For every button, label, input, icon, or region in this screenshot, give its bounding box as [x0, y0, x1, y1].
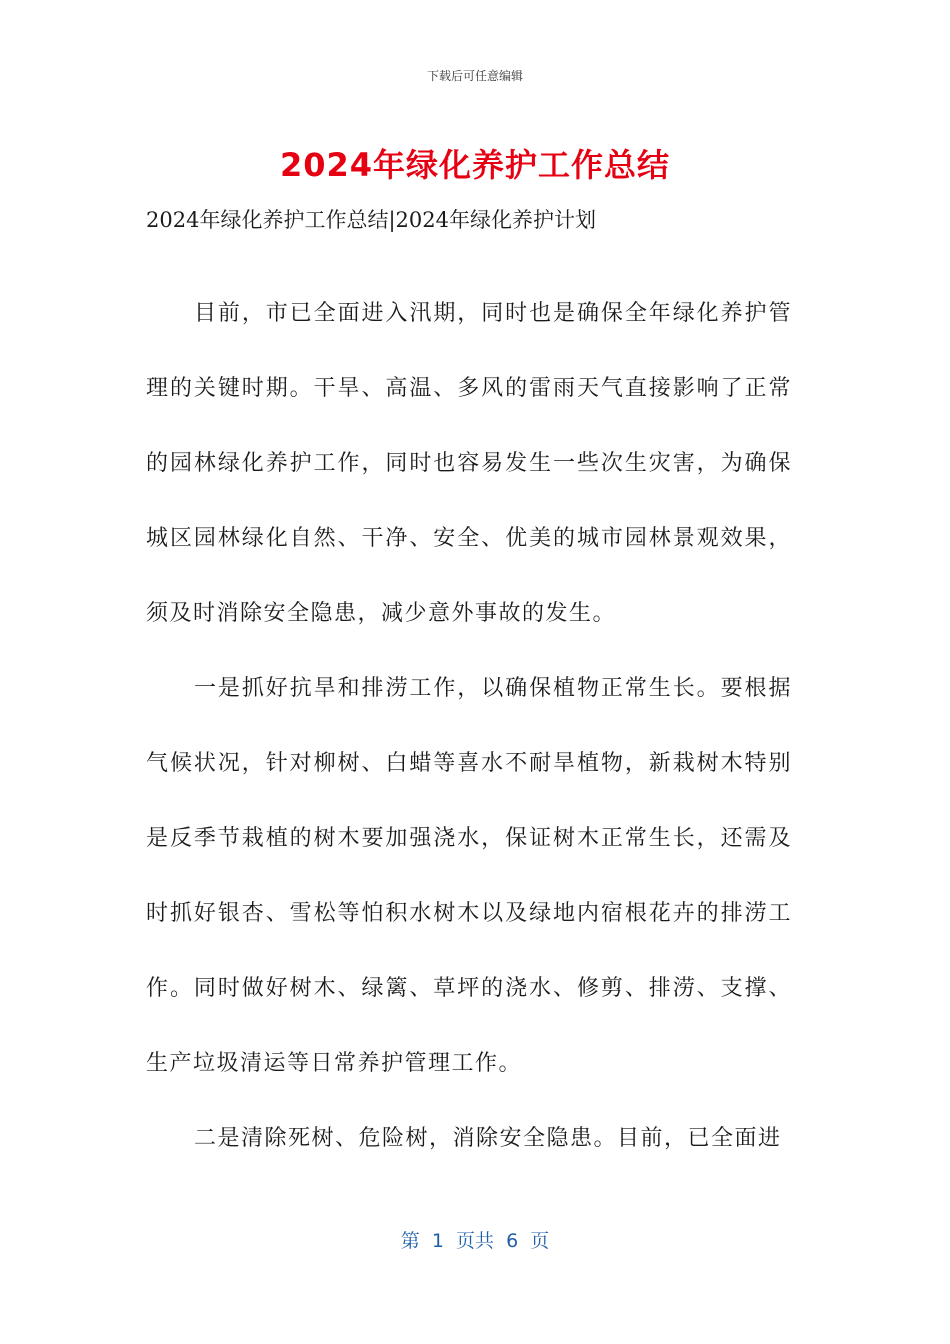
document-body [146, 276, 792, 1176]
paragraph-point-one: 一是抓好抗旱和排涝工作，以确保植物正常生长。要根据气候状况，针对柳树、白蜡等喜水不耐旱植物，新栽树木特别是反季节栽植的树木要加强浇水，保证树木正常生长，还需及时抓好银杏、雪松等怕积水树木以及绿地内宿根花卉的排涝工作。同时做好树木、绿篱、草坪的浇水、修剪、排涝、支撑、生产垃圾清运等日常养护管理工作。 [146, 676, 792, 1076]
document-subtitle: 2024年绿化养护工作总结|2024年绿化养护计划 [146, 208, 596, 232]
paragraph-point-two: 二是清除死树、危险树，消除安全隐患。目前，已全面进 [194, 1126, 782, 1151]
header-note: 下载后可任意编辑 [426, 69, 523, 83]
page-number-footer: 第 1 页共 6 页 [400, 1230, 550, 1252]
document-title: 2024年绿化养护工作总结 [279, 146, 671, 184]
paragraph-intro: 目前，市已全面进入汛期，同时也是确保全年绿化养护管理的关键时期。干旱、高温、多风的雷雨天气直接影响了正常的园林绿化养护工作，同时也容易发生一些次生灾害，为确保城区园林绿化自然、干净、安全、优美的城市园林景观效果，须及时消除安全隐患，减少意外事故的发生。 [146, 301, 792, 626]
